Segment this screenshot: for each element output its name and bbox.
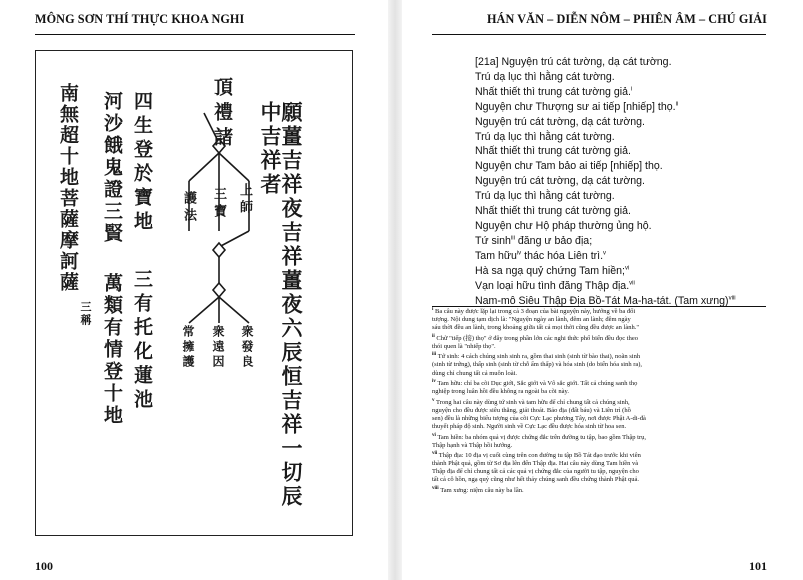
scanned-manuscript [35,50,353,536]
manuscript-col-10: 三有托化蓮池 [131,269,153,413]
right-page [402,0,803,580]
right-page-number: 101 [749,559,767,573]
left-header-rule [35,34,355,35]
footnote-ref: i [630,86,633,93]
footnote-item: $^{iii}$ Tứ sinh: 4 cách chúng sinh sinh ra, gồm thai sinh (sinh từ bào thai), noãn sinh (sinh từ trứng), thấp sinh (sinh từ chỗ ẩm thấp) và hóa sinh (do biến hóa sinh ra), dùng chỉ chung tất cả muôn loài. [432,352,643,377]
verse-line: Nhất thiết thì trung cát tường giả. [475,205,631,218]
verse-line: Nguyện trú cát tường, dạ cát tường. [475,115,646,128]
manuscript-col-13: 南無超十地菩薩摩訶薩 [57,83,79,293]
verse-line: Nhất thiết thì trung cát tường giả. [475,145,631,158]
footnote-item: $^{vii}$ Thập địa: 10 địa vị cuối cùng trên con đường tu tập Bồ Tát đạo trước khi viên thành Phật quả, gồm từ Sơ địa lên đến Thập địa. Hai câu này dùng Tam hiền và Thập địa để chỉ chung tất cả các quả vị chứng đắc của người tu tập, nguyện cho tất cả cô hồn, ngạ quỷ cũng như hết thảy chúng sanh đều chứng thành Phật quả. [432,451,641,484]
footnote-item: $^v$ Trong hai câu này dùng tứ sinh và tam hữu để chỉ chung tất cả chúng sinh, nguyện cho đều được siêu thăng, giải thoát. Bảo địa (đất báu) và Liên trì (hồ sen) đều là những biểu tượng của cõi Cực Lạc phương Tây, nơi được Phật A-di-đà thuyết pháp độ sinh. Người sinh về Cực Lạc đều được hóa sinh từ hoa sen. [432,397,646,430]
verse-line: Trú dạ lục thì hằng cát tường. [475,70,615,83]
verse-line: Nguyện chư Thượng sư ai tiếp [nhiếp] thọ.$^{ii}$ [475,100,679,113]
verse-line: Tứ $\sinh^{iii}$ đăng ư bảo địa; [475,234,593,247]
verse-line: Hà sa ngạ quỷ chứng Tam hiền;$^{vi}$ [475,264,630,277]
manuscript-col-6: 衆發良 [240,325,254,370]
footnote-rule [432,306,766,307]
footnote-item: $^{viii}$ Tam xưng: niệm câu này ba lần. [432,485,524,495]
verse-line: Nguyện chư Tam bảo ai tiếp [nhiếp] thọ. [475,160,663,173]
manuscript-col-14: 三稱 [79,301,92,327]
verse-block [475,55,765,308]
footnote-ref: vii [629,280,635,287]
footnote-item: $^{ii}$ Chữ "tiếp (接) thọ" ở đây trong phần lớn các nghi thức phổ biến đều đọc theo thói quen là "nhiếp thọ". [432,333,638,350]
manuscript-col-1: 願薑吉祥夜吉祥薑夜六辰恒吉祥一切辰中吉祥者 [258,101,304,509]
manuscript-col-11: 河沙餓鬼證三賢 [101,91,123,245]
left-page-number: 100 [35,559,53,573]
footnote-ref: vi [625,265,630,272]
manuscript-col-8: 常擁護 [181,325,195,370]
verse-line: Tam hữu$^{iv}$ thác hóa Liên trì.$^v$ [475,249,607,262]
manuscript-col-12: 萬類有情登十地 [101,273,123,427]
verse-line: Nam-mô Siêu Thập Địa Bồ-Tát Ma-ha-tát. (Tam xưng)$^{viii}$ [475,294,736,307]
manuscript-col-2: 頂禮諸 [211,77,233,152]
verse-line: Vạn loại hữu tình đăng Thập địa.$^{vii}$ [475,279,635,292]
footnote-item: $^{vi}$ Tam hiền: ba nhóm quả vị được chứng đắc trên đường tu tập, bao gồm Thập trụ, Thập hạnh và Thập hồi hướng. [432,432,646,449]
manuscript-diagram-lines [36,51,354,537]
footnotes [432,308,768,498]
footnote-ref: ii [675,101,679,108]
manuscript-col-4: 三寶 [211,187,226,221]
verse-line: Trú dạ lục thì hằng cát tường. [475,130,615,143]
book-gutter [388,0,402,580]
left-page [0,0,388,580]
manuscript-col-5: 護法 [181,191,196,225]
footnote-item: $^i$ Ba câu này được lặp lại trong cả 3 đoạn của bài nguyện này, hướng về ba đối tượng. Nội dung tạm dịch là: "Nguyện ngày an lành, đêm an lành; đêm ngày sáu thời đều an lành, trong khoảng giữa tất cả mọi thời cũng đều được an lành." [432,306,640,332]
footnote-ref: iii [510,235,515,242]
manuscript-col-7: 衆遠因 [211,325,225,370]
right-header-rule [432,34,766,35]
manuscript-col-3: 上師 [237,183,252,217]
verse-line: Nguyện trú cát tường, dạ cát tường. [475,175,646,188]
footnote-item: $^{iv}$ Tam hữu: chỉ ba cõi Dục giới, Sắc giới và Vô sắc giới. Tất cả chúng sanh thọ nghiệp trong luân hồi đều không ra ngoài ba cõi này. [432,379,638,396]
left-page-header: MÔNG SƠN THÍ THỰC KHOA NGHI [35,12,245,26]
manuscript-col-9: 四生登於寶地 [131,91,153,235]
footnote-ref: iv [516,250,522,257]
verse-line: Nguyện chư Hộ pháp thường ủng hộ. [475,219,652,232]
right-page-header: HÁN VĂN – DIỄN NÔM – PHIÊN ÂM – CHÚ GIẢI [486,12,767,26]
verse-line: [21a] Nguyện trú cát tường, dạ cát tường. [475,56,672,68]
footnote-ref: v [603,250,607,257]
footnote-ref: viii [728,294,736,301]
verse-line: Trú dạ lục thì hằng cát tường. [475,190,615,203]
verse-line: Nhất thiết thì trung cát tường giả.$^i$ [475,85,633,98]
